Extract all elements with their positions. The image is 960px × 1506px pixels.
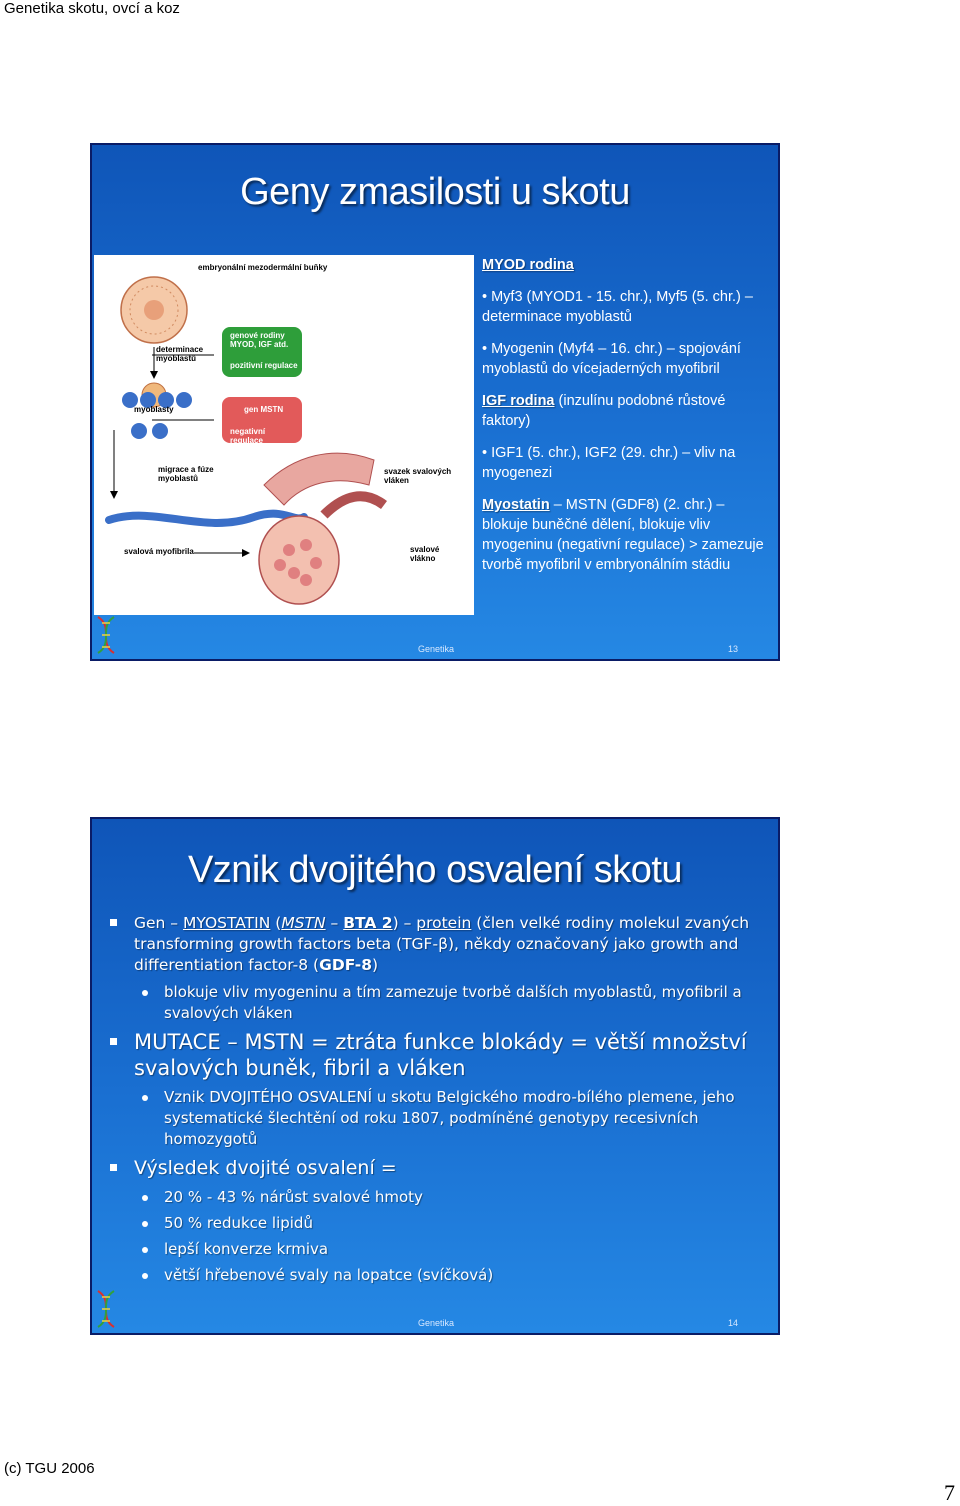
result-item-text: větší hřebenové svaly na lopatce (svíčková)	[164, 1266, 494, 1284]
label-myoblasts: myoblasty	[134, 405, 174, 414]
igf-description: (inzulínu podobné růstové faktory)	[482, 393, 726, 429]
slide-14	[90, 817, 780, 1335]
square-bullet-icon	[110, 1038, 117, 1045]
round-bullet-icon	[142, 1247, 148, 1253]
dna-logo-icon	[94, 615, 118, 655]
label-embryonic: embryonální mezodermální buňky	[198, 263, 328, 272]
slide-title: Geny zmasilosti u skotu	[240, 171, 630, 213]
bullet-result	[110, 1155, 770, 1181]
label-negative: negativní regulace	[230, 427, 266, 446]
result-item	[110, 1187, 770, 1208]
myogenesis-figure	[94, 255, 474, 615]
slide13-text	[482, 255, 772, 587]
protein-word: protein	[416, 914, 472, 932]
slide14-body	[110, 913, 770, 1291]
slide-number: 13	[727, 644, 738, 654]
myostatin-heading: Myostatin	[482, 497, 550, 513]
round-bullet-icon	[142, 1095, 148, 1101]
page-header: Genetika skotu, ovcí a koz	[4, 0, 180, 17]
paren-open: (	[270, 914, 282, 932]
myod-item-2: • Myogenin (Myf4 – 16. chr.) – spojování myoblastů do vícejaderných myofibril	[482, 341, 741, 377]
round-bullet-icon	[142, 1195, 148, 1201]
myostatin-description: – MSTN (GDF8) (2. chr.) – blokuje buněčné dělení, blokuje vliv myogeninu (negativní regulace) > zamezuje tvorbě myofibril v embryonálním stádiu	[482, 497, 764, 573]
page-number: 7	[944, 1480, 955, 1505]
dash: –	[398, 914, 417, 932]
dna-logo-icon	[94, 1289, 118, 1329]
myod-item-1: • Myf3 (MYOD1 - 15. chr.), Myf5 (5. chr.) – determinace myoblastů	[482, 289, 753, 325]
gene-name: MYOSTATIN	[182, 914, 271, 932]
sub-bullet-blocking	[110, 982, 770, 1024]
gene-symbol: MSTN	[281, 914, 326, 932]
sub-bullet-origin	[110, 1087, 770, 1150]
gene-description: (člen velké rodiny molekul zvaných transforming growth factors beta (TGF-β), někdy označovaný jako growth and differentiation factor-8 (	[134, 914, 750, 974]
square-bullet-icon	[110, 1164, 117, 1171]
label-migration: migrace a fúze myoblastů	[158, 465, 214, 484]
label-gene-mstn: gen MSTN	[244, 405, 284, 414]
result-text: Výsledek dvojité osvalení =	[134, 1157, 397, 1179]
gene-prefix: Gen –	[134, 914, 183, 932]
result-item-text: lepší konverze krmiva	[164, 1240, 329, 1258]
slide-13	[90, 143, 780, 661]
result-item	[110, 1213, 770, 1234]
slide-footer-label: Genetika	[418, 1318, 455, 1328]
mutation-text: MUTACE – MSTN = ztráta funkce blokády = větší množství svalových buněk, fibril a vláken	[134, 1030, 747, 1080]
label-bundle: svazek svalových vláken	[384, 467, 452, 486]
bullet-gene	[110, 913, 770, 976]
label-positive: pozitivní regulace	[230, 361, 298, 370]
slide-title: Vznik dvojitého osvalení skotu	[187, 849, 683, 891]
label-gene-families: genové rodiny MYOD, IGF atd.	[230, 331, 289, 350]
result-item	[110, 1239, 770, 1260]
sub-bullet-text: Vznik DVOJITÉHO OSVALENÍ u skotu Belgického modro-bílého plemene, jeho systematické šlechtění od roku 1807, podmíněné genotypy recesivních homozygotů	[164, 1088, 735, 1148]
sub-bullet-text: blokuje vliv myogeninu a tím zamezuje tvorbě dalších myoblastů, myofibril a svalových vláken	[164, 983, 742, 1022]
label-myofibril: svalová myofibrila	[124, 547, 194, 556]
myod-heading: MYOD rodina	[482, 257, 574, 273]
dash: –	[325, 914, 344, 932]
slide-footer-label: Genetika	[418, 644, 455, 654]
igf-item-1: • IGF1 (5. chr.), IGF2 (29. chr.) – vliv na myogenezi	[482, 445, 736, 481]
paren-close: )	[392, 914, 399, 932]
igf-heading: IGF rodina	[482, 393, 555, 409]
gdf8: GDF-8	[319, 956, 373, 974]
label-determination: determinace myoblastů	[156, 345, 204, 364]
chromosome: BTA 2	[343, 914, 393, 932]
label-fiber: svalové vlákno	[410, 545, 440, 564]
page-footer: (c) TGU 2006	[4, 1460, 95, 1477]
slide-number: 14	[727, 1318, 738, 1328]
result-item-text: 50 % redukce lipidů	[164, 1214, 313, 1232]
round-bullet-icon	[142, 1221, 148, 1227]
square-bullet-icon	[110, 919, 117, 926]
result-item	[110, 1265, 770, 1286]
round-bullet-icon	[142, 1273, 148, 1279]
bullet-mutation	[110, 1029, 770, 1081]
round-bullet-icon	[142, 990, 148, 996]
result-item-text: 20 % - 43 % nárůst svalové hmoty	[164, 1188, 423, 1206]
paren-end: )	[372, 956, 379, 974]
